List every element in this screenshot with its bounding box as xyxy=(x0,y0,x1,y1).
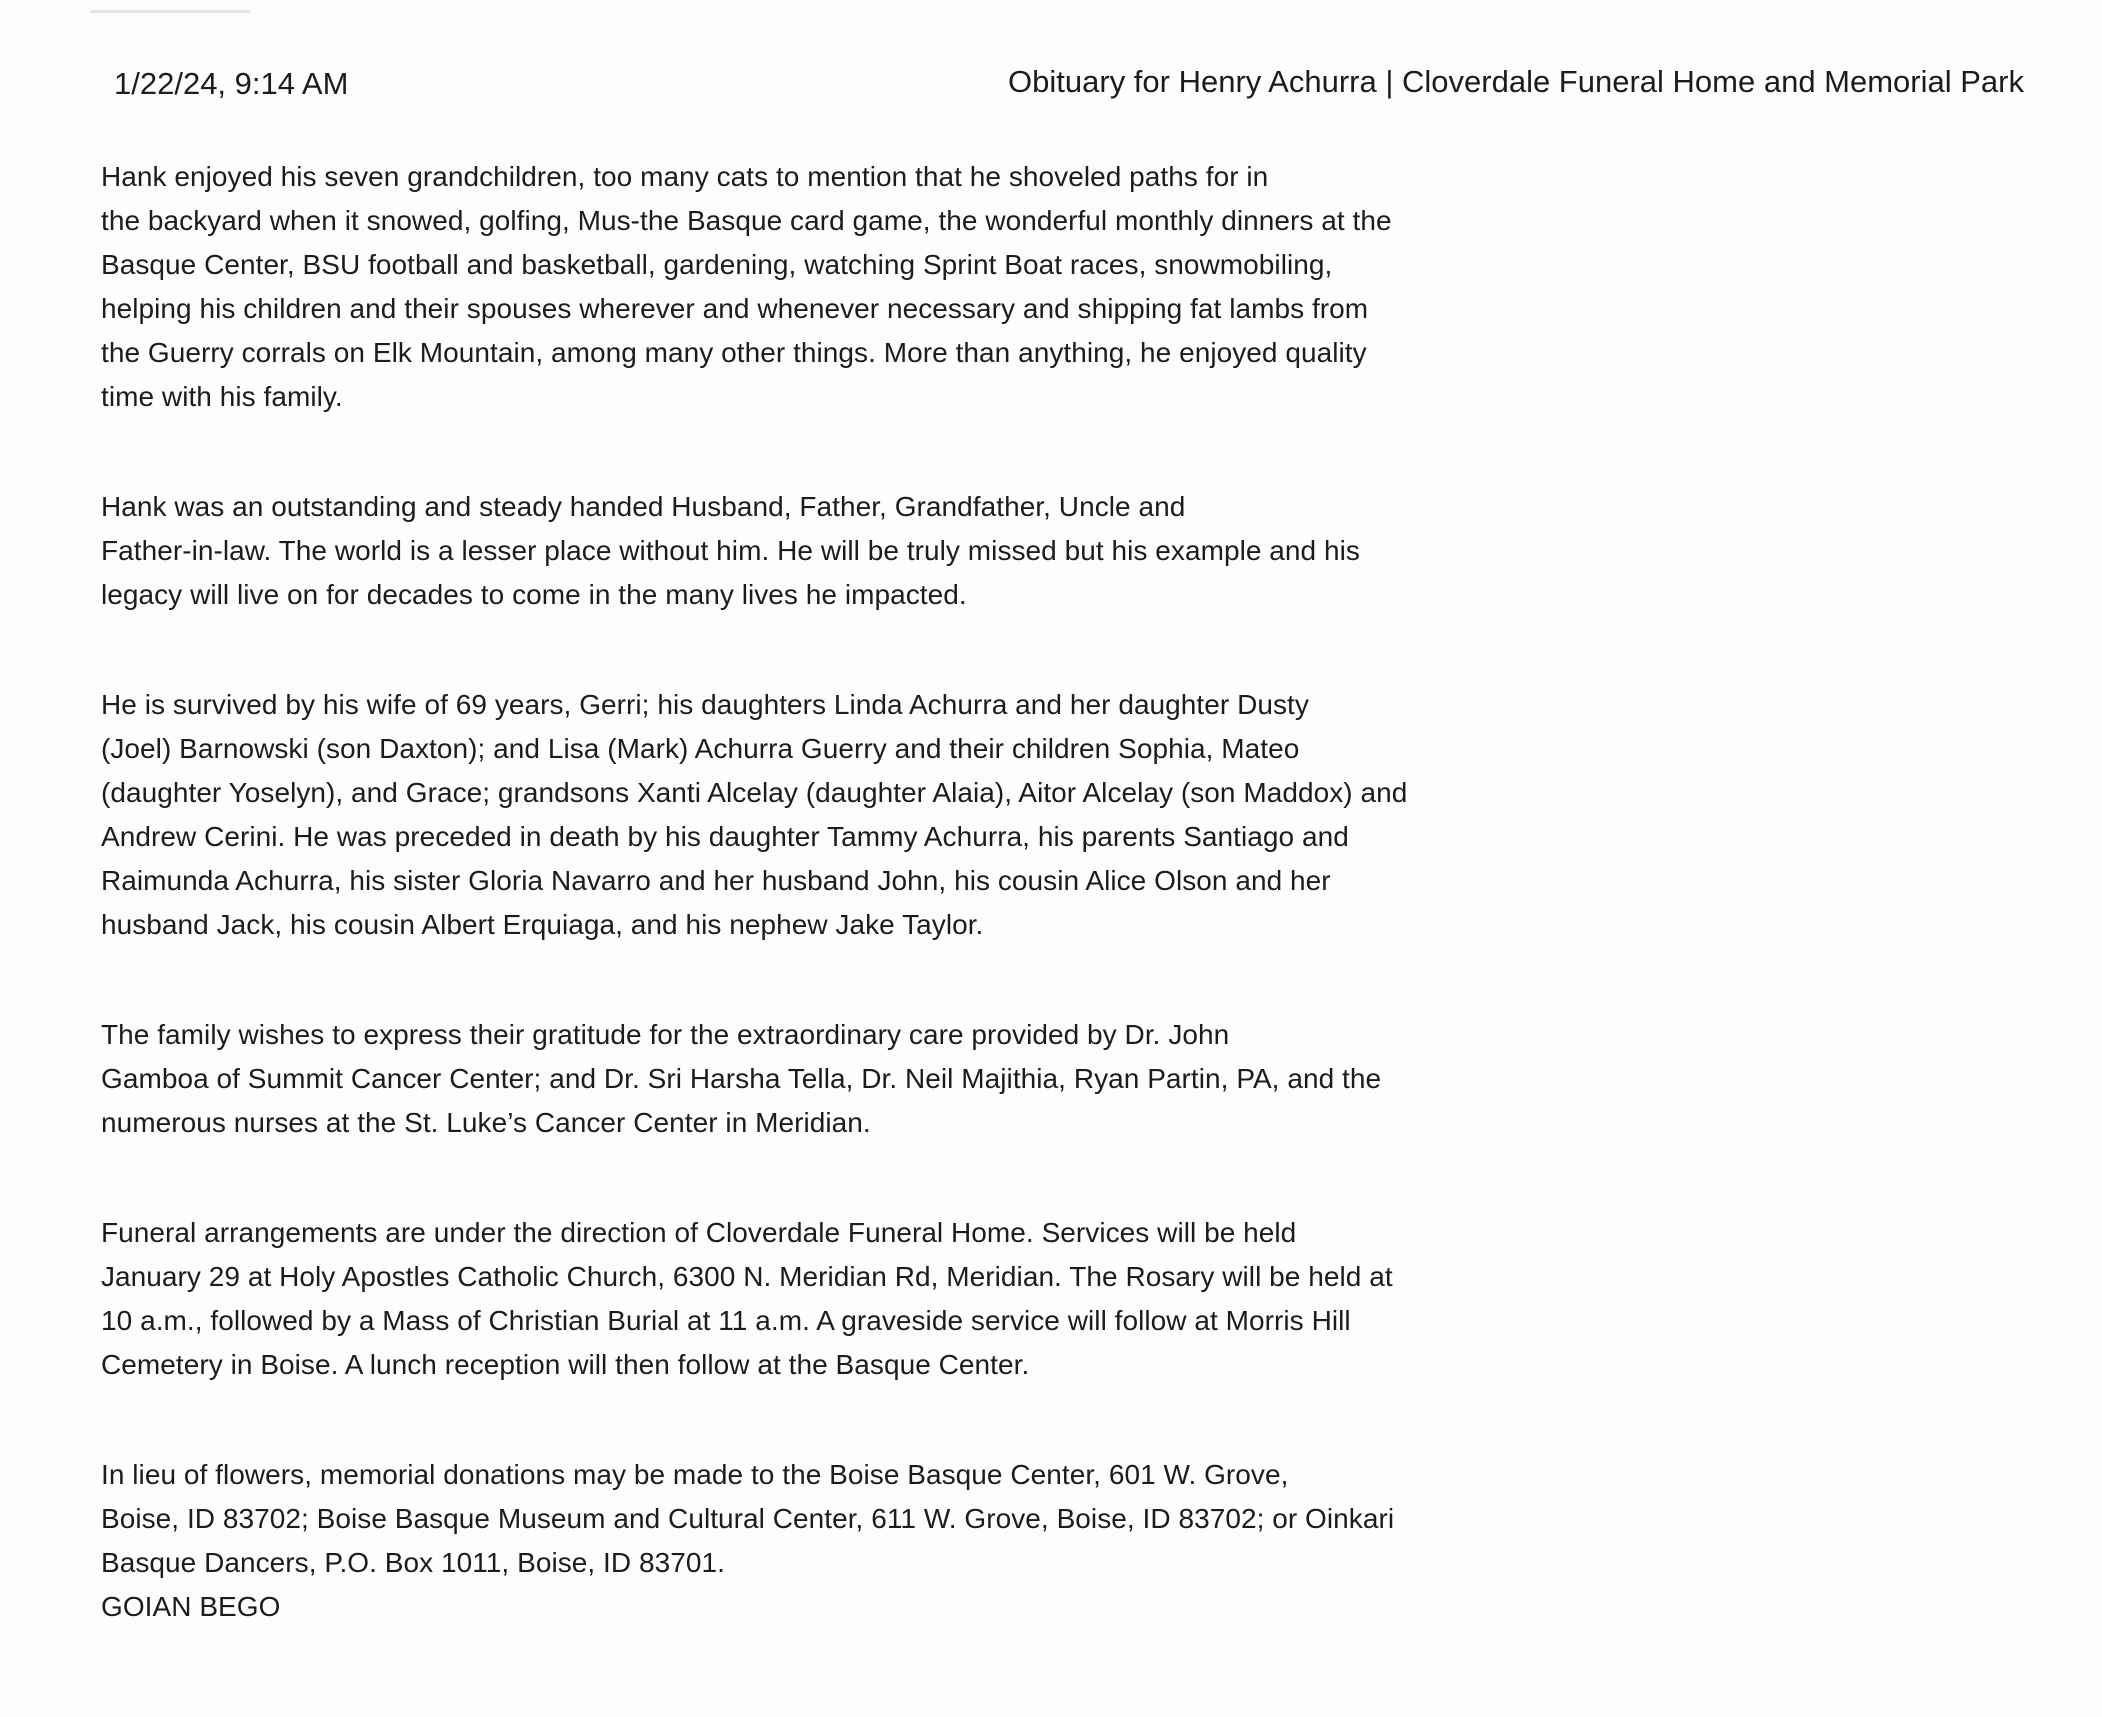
closing-phrase: GOIAN BEGO xyxy=(101,1591,281,1622)
text-line: numerous nurses at the St. Luke’s Cancer Center in Meridian. xyxy=(101,1107,871,1138)
text-line: Andrew Cerini. He was preceded in death by his daughter Tammy Achurra, his parents Santiago and xyxy=(101,821,1349,852)
text-line: helping his children and their spouses wherever and whenever necessary and shipping fat lambs from xyxy=(101,293,1369,324)
text-line: (Joel) Barnowski (son Daxton); and Lisa (Mark) Achurra Guerry and their children Sophia, Mateo xyxy=(101,733,1300,764)
text-line: (daughter Yoselyn), and Grace; grandsons Xanti Alcelay (daughter Alaia), Aitor Alcelay (son Maddox) and xyxy=(101,777,1408,808)
text-line: time with his family. xyxy=(101,381,343,412)
print-header xyxy=(114,64,2024,108)
text-line: the Guerry corrals on Elk Mountain, among many other things. More than anything, he enjoyed quality xyxy=(101,337,1367,368)
obituary-body xyxy=(101,155,1561,1695)
text-line: legacy will live on for decades to come in the many lives he impacted. xyxy=(101,579,967,610)
paragraph-interests xyxy=(101,155,1561,419)
text-line: Father-in-law. The world is a lesser place without him. He will be truly missed but his example and his xyxy=(101,535,1360,566)
paragraph-survivors xyxy=(101,683,1561,947)
text-line: the backyard when it snowed, golfing, Mus-the Basque card game, the wonderful monthly dinners at the xyxy=(101,205,1392,236)
text-line: The family wishes to express their gratitude for the extraordinary care provided by Dr. John xyxy=(101,1019,1230,1050)
text-line: Gamboa of Summit Cancer Center; and Dr. Sri Harsha Tella, Dr. Neil Majithia, Ryan Partin, PA, and the xyxy=(101,1063,1382,1094)
text-line: Cemetery in Boise. A lunch reception will then follow at the Basque Center. xyxy=(101,1349,1030,1380)
text-line: He is survived by his wife of 69 years, Gerri; his daughters Linda Achurra and her daughter Dusty xyxy=(101,689,1309,720)
scan-edge-mark xyxy=(90,10,250,13)
text-line: January 29 at Holy Apostles Catholic Church, 6300 N. Meridian Rd, Meridian. The Rosary will be held at xyxy=(101,1261,1393,1292)
paragraph-tribute xyxy=(101,485,1561,617)
text-line: Basque Center, BSU football and basketball, gardening, watching Sprint Boat races, snowmobiling, xyxy=(101,249,1333,280)
text-line: Hank enjoyed his seven grandchildren, too many cats to mention that he shoveled paths for in xyxy=(101,161,1269,192)
text-line: 10 a.m., followed by a Mass of Christian Burial at 11 a.m. A graveside service will follow at Morris Hill xyxy=(101,1305,1351,1336)
page-title: Obituary for Henry Achurra | Cloverdale Funeral Home and Memorial Park xyxy=(1008,64,2024,99)
text-line: In lieu of flowers, memorial donations may be made to the Boise Basque Center, 601 W. Grove, xyxy=(101,1459,1289,1490)
text-line: Boise, ID 83702; Boise Basque Museum and Cultural Center, 611 W. Grove, Boise, ID 83702; or Oinkari xyxy=(101,1503,1395,1534)
text-line: Raimunda Achurra, his sister Gloria Navarro and her husband John, his cousin Alice Olson and her xyxy=(101,865,1331,896)
text-line: Funeral arrangements are under the direction of Cloverdale Funeral Home. Services will be held xyxy=(101,1217,1297,1248)
text-line: Hank was an outstanding and steady handed Husband, Father, Grandfather, Uncle and xyxy=(101,491,1186,522)
paragraph-services xyxy=(101,1211,1561,1387)
print-date: 1/22/24, 9:14 AM xyxy=(114,66,349,101)
text-line: Basque Dancers, P.O. Box 1011, Boise, ID 83701. xyxy=(101,1547,725,1578)
paragraph-donations xyxy=(101,1453,1561,1629)
text-line: husband Jack, his cousin Albert Erquiaga, and his nephew Jake Taylor. xyxy=(101,909,984,940)
paragraph-gratitude xyxy=(101,1013,1561,1145)
